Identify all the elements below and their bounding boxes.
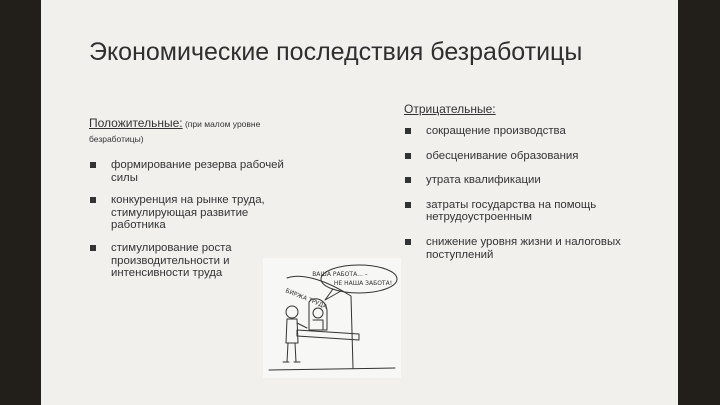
list-item-text: сокращение производства <box>426 125 566 137</box>
bullet-icon <box>405 177 411 183</box>
booth-counter <box>297 330 359 340</box>
cartoon-drawing <box>263 258 401 378</box>
list-item-text: снижение уровня жизни и налоговых поступлений <box>426 235 621 261</box>
clerk-head <box>313 308 323 318</box>
visitor-head <box>286 306 298 318</box>
list-item-text: конкуренция на рынке труда, стимулирующая развитие работника <box>111 194 265 232</box>
bullet-icon <box>90 197 96 203</box>
left-dark-bar <box>0 0 41 405</box>
positive-heading-note: (при малом уровне безработицы) <box>89 119 261 144</box>
list-item <box>404 199 659 224</box>
bullet-icon <box>90 162 96 168</box>
negative-column <box>404 102 659 273</box>
negative-heading-label: Отрицательные: <box>404 102 496 116</box>
list-item <box>89 194 299 232</box>
negative-list <box>404 125 659 261</box>
positive-heading-label: Положительные: <box>89 116 183 130</box>
right-dark-bar <box>678 0 720 405</box>
visitor-legs <box>287 343 296 362</box>
bullet-icon <box>90 245 96 251</box>
list-item <box>404 125 659 138</box>
bullet-icon <box>405 128 411 134</box>
positive-heading <box>89 116 299 146</box>
slide-title: Экономические последствия безработицы <box>89 38 583 66</box>
list-item <box>89 159 299 184</box>
visitor-arm <box>297 323 307 328</box>
list-item-text: стимулирование роста производительности и интенсивности труда <box>111 241 232 280</box>
list-item-text: формирование резерва рабочей силы <box>111 159 284 184</box>
list-item <box>404 150 659 163</box>
bullet-icon <box>405 202 411 208</box>
slide <box>41 0 678 405</box>
booth-sign: БИРЖА ТРУДА <box>284 287 329 311</box>
speech-line-2: НЕ НАША ЗАБОТА! <box>333 280 393 287</box>
clerk-body <box>313 320 323 330</box>
list-item-text: обесценивание образования <box>426 149 579 162</box>
list-item <box>404 174 659 187</box>
cartoon-image <box>263 258 401 378</box>
list-item <box>404 236 659 261</box>
bullet-icon <box>405 153 411 159</box>
list-item-text: затраты государства на помощь нетрудоустроенным <box>426 198 597 224</box>
speech-bubble <box>321 265 397 293</box>
list-item-text: утрата квалификации <box>426 174 541 187</box>
visitor-body <box>286 319 298 343</box>
speech-line-1: ВАША РАБОТА... – <box>312 271 368 278</box>
ground-line <box>269 368 395 370</box>
negative-heading <box>404 102 659 116</box>
bullet-icon <box>405 239 411 245</box>
